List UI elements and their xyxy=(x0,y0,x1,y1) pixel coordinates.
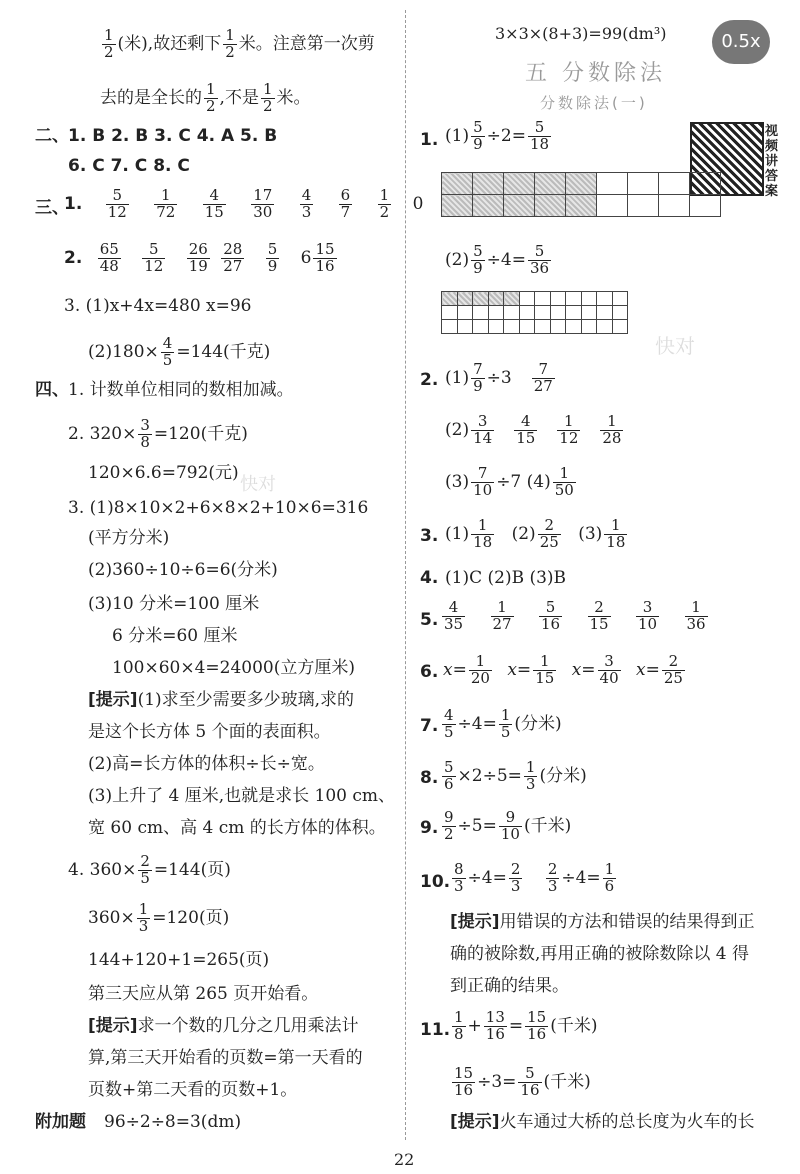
left-line-1: $\frac{1}{2}$ (米),故还剩下 $\frac{1}{2}$ 米。注意第一次剪 xyxy=(104,26,375,61)
q11-number: 11. xyxy=(420,1020,451,1040)
si-hint-6: [ 提示 ] 求一个数的几分之几用乘法计 xyxy=(88,1018,359,1035)
si-hint-5: 宽 60 cm、高 4 cm 的长方体的体积。 xyxy=(88,818,386,838)
si-q3d: (3)10 分米=100 厘米 xyxy=(88,594,260,614)
si-q4c: 144+120+1=265(页) xyxy=(88,950,270,970)
san-q1: 1. $\frac{5}{12}$ $\frac{1}{72}$ $\frac{4}{15}$ $\frac{17}{30}$ $\frac{4}{3}$ $\frac{6}{7}$ $\frac{1}{2}$ 0 xyxy=(64,186,424,221)
q10-hint-3: 到正确的结果。 xyxy=(450,976,569,996)
q1a: (1) $\frac{5}{9}$ ÷2= $\frac{5}{18}$ xyxy=(445,118,550,153)
q10-number: 10. xyxy=(420,872,451,892)
q9-answer: $\frac{9}{2}$ ÷5= $\frac{9}{10}$ (千米) xyxy=(444,808,572,843)
si-q4b: 360× $\frac{1}{3}$ =120(页) xyxy=(88,900,230,935)
q7-answer: $\frac{4}{5}$ ÷4= $\frac{1}{5}$ (分米) xyxy=(444,706,562,741)
si-hint-4: (3)上升了 4 厘米,也就是求长 100 cm、 xyxy=(88,786,396,806)
si-q3b: (平方分米) xyxy=(88,528,170,548)
section-title: 五 分数除法 xyxy=(525,61,666,86)
si-hint-3: (2)高=长方体的体积÷长÷宽。 xyxy=(88,754,325,774)
si-hint-1: [ 提示 ] (1)求至少需要多少玻璃,求的 xyxy=(88,692,354,709)
fraction: $\frac{1}{2}$ xyxy=(262,80,273,115)
fraction: $\frac{1}{2}$ xyxy=(225,26,235,61)
hint-label: [ 提示 ] xyxy=(450,1112,500,1132)
left-line-2: 去的是全长的 $\frac{1}{2}$ ,不是 $\frac{1}{2}$ 米。 xyxy=(100,80,311,115)
watermark-kuaidui: 快对 xyxy=(655,334,695,358)
q10-answer: $\frac{8}{3}$ ÷4= $\frac{2}{3}$ $\frac{2}{3}$ ÷4= $\frac{1}{6}$ xyxy=(454,860,615,895)
si-q4d: 第三天应从第 265 页开始看。 xyxy=(88,984,319,1004)
fraction-grid-2 xyxy=(441,291,628,334)
si-q2a: 2. 320× $\frac{3}{8}$ =120(千克) xyxy=(68,416,248,451)
q2c: (3) $\frac{7}{10}$ ÷7 (4) $\frac{1}{50}$ xyxy=(445,464,574,499)
si-q1: 1. 计数单位相同的数相加减。 xyxy=(68,380,294,400)
q5-number: 5. xyxy=(420,610,439,630)
q9-number: 9. xyxy=(420,818,439,838)
si-q2b: 120×6.6=792(元) xyxy=(88,463,239,483)
q11-hint-1: [ 提示 ] 火车通过大桥的总长度为火车的长 xyxy=(450,1114,755,1131)
q2a: (1) $\frac{7}{9}$ ÷3 $\frac{7}{27}$ xyxy=(445,360,553,395)
fraction: $\frac{1}{2}$ xyxy=(206,80,216,115)
si-hint-8: 页数+第二天看的页数+1。 xyxy=(88,1080,298,1100)
q6-number: 6. xyxy=(420,662,439,682)
section-er-label: 二、 xyxy=(35,126,69,146)
q10-hint-1: [ 提示 ] 用错误的方法和错误的结果得到正 xyxy=(450,914,755,931)
si-q3e: 6 分米=60 厘米 xyxy=(112,626,238,646)
q8-answer: $\frac{5}{6}$ ×2÷5= $\frac{1}{3}$ (分米) xyxy=(444,758,587,793)
q3-number: 3. xyxy=(420,526,439,546)
q10-hint-2: 确的被除数,再用正确的被除数除以 4 得 xyxy=(450,944,750,964)
q1b: (2) $\frac{5}{9}$ ÷4= $\frac{5}{36}$ xyxy=(445,242,550,277)
section-si-label: 四、 xyxy=(35,380,69,400)
qr-label: 视频讲答案 xyxy=(765,124,779,199)
section-san-label: 三、 xyxy=(35,198,69,218)
hint-label: [ 提示 ] xyxy=(88,1016,138,1036)
san-q3a: 3. (1)x+4x=480 x=96 xyxy=(64,296,252,316)
column-divider xyxy=(405,10,406,1140)
extra-question-label: 附加题 xyxy=(35,1112,86,1132)
q4-answers: (1)C (2)B (3)B xyxy=(445,568,567,588)
subsection-title: 分数除法(一) xyxy=(540,94,648,112)
san-q3b: (2)180× $\frac{4}{5}$ =144(千克) xyxy=(88,334,271,369)
section-er-answers: 1. B 2. B 3. C 4. A 5. B xyxy=(68,126,278,146)
watermark-kuaidui: 快对 xyxy=(240,474,276,495)
q8-number: 8. xyxy=(420,768,439,788)
q5-answers: $\frac{4}{35}$ $\frac{1}{27}$ $\frac{5}{16}$ $\frac{2}{15}$ $\frac{3}{10}$ $\frac{1}{36}$ xyxy=(444,598,706,633)
san-q2: 2. $\frac{65}{48}$ $\frac{5}{12}$ $\frac{26}{19}$ $\frac{28}{27}$ $\frac{5}{9}$ 6 $\frac{15}{16}$ xyxy=(64,240,335,275)
q7-number: 7. xyxy=(420,716,439,736)
si-q4a: 4. 360× $\frac{2}{5}$ =144(页) xyxy=(68,852,231,887)
right-top-line: 3×3×(8+3)=99(dm³) xyxy=(495,24,667,43)
page-number: 22 xyxy=(394,1150,415,1169)
q11-answer-1: $\frac{1}{8}$ + $\frac{13}{16}$ = $\frac{15}{16}$ (千米) xyxy=(454,1008,598,1043)
q6-answers: x= $\frac{1}{20}$ x= $\frac{1}{15}$ x= $\frac{3}{40}$ x= $\frac{2}{25}$ xyxy=(443,652,683,687)
q4-number: 4. xyxy=(420,568,439,588)
extra-question-answer: 96÷2÷8=3(dm) xyxy=(104,1112,242,1132)
hint-label: [ 提示 ] xyxy=(88,690,138,710)
section-er-answers-2: 6. C 7. C 8. C xyxy=(68,156,190,176)
fraction: $\frac{1}{2}$ xyxy=(104,26,114,61)
si-q3c: (2)360÷10÷6=6(分米) xyxy=(88,560,278,580)
playback-speed-button[interactable]: 0.5x xyxy=(712,20,770,64)
q1-number: 1. xyxy=(420,130,439,150)
q3-answers: (1) $\frac{1}{18}$ (2) $\frac{2}{25}$ (3) $\frac{1}{18}$ xyxy=(445,516,626,551)
si-hint-2: 是这个长方体 5 个面的表面积。 xyxy=(88,722,331,742)
fraction-grid-1 xyxy=(441,172,721,217)
q2-number: 2. xyxy=(420,370,439,390)
si-hint-7: 算,第三天开始看的页数=第一天看的 xyxy=(88,1048,363,1068)
si-q3f: 100×60×4=24000(立方厘米) xyxy=(112,658,355,678)
q11-answer-2: $\frac{15}{16}$ ÷3= $\frac{5}{16}$ (千米) xyxy=(454,1064,591,1099)
hint-label: [ 提示 ] xyxy=(450,912,500,932)
q2b: (2) $\frac{3}{14}$ $\frac{4}{15}$ $\frac{1}{12}$ $\frac{1}{28}$ xyxy=(445,412,622,447)
si-q3a: 3. (1)8×10×2+6×8×2+10×6=316 xyxy=(68,498,369,518)
